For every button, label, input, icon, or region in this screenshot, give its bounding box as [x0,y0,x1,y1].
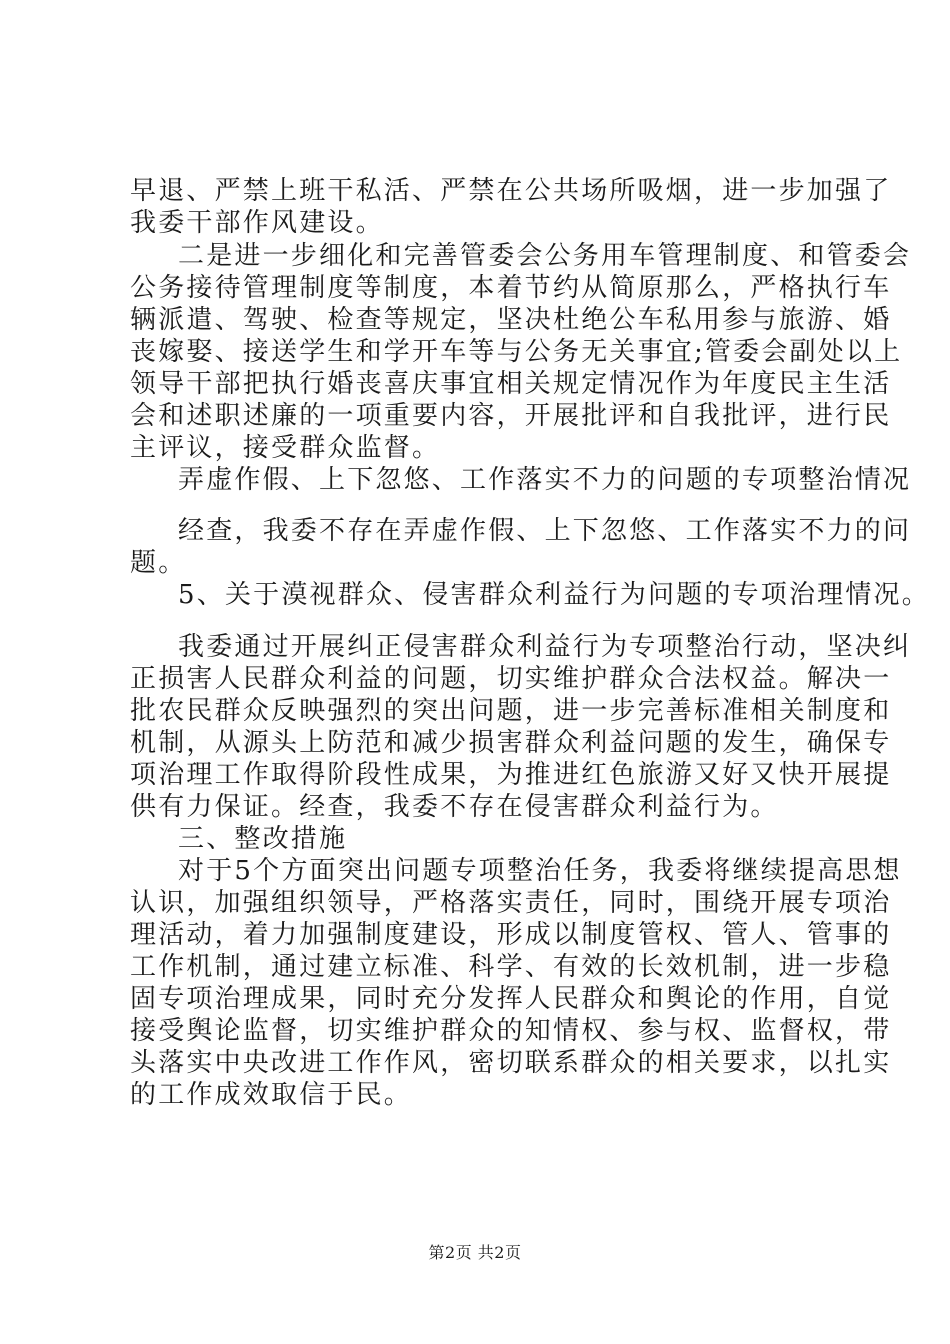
paragraph-line: 经查，我委不存在弄虚作假、上下忽悠、工作落实不力的问 [178,516,912,546]
paragraph-line: 我委干部作风建设。 [130,208,384,238]
paragraph-line: 供有力保证。经查，我委不存在侵害群众利益行为。 [130,792,779,822]
paragraph-line: 的工作成效取信于民。 [130,1080,413,1110]
paragraph-line: 公务接待管理制度等制度，本着节约从简原那么，严格执行车 [130,273,892,303]
paragraph-line: 理活动，着力加强制度建设，形成以制度管权、管人、管事的 [130,920,892,950]
paragraph-line: 认识，加强组织领导，严格落实责任，同时，围绕开展专项治 [130,888,892,918]
paragraph-line: 工作机制，通过建立标准、科学、有效的长效机制，进一步稳 [130,952,892,982]
paragraph-line: 对于5个方面突出问题专项整治任务，我委将继续提高思想 [178,856,902,886]
paragraph-line: 会和述职述廉的一项重要内容，开展批评和自我批评，进行民 [130,401,892,431]
paragraph-line: 正损害人民群众利益的问题，切实维护群众合法权益。解决一 [130,664,892,694]
paragraph-line: 辆派遣、驾驶、检查等规定，坚决杜绝公车私用参与旅游、婚 [130,305,892,335]
paragraph-line: 批农民群众反映强烈的突出问题，进一步完善标准相关制度和 [130,696,892,726]
section-heading: 5、关于漠视群众、侵害群众利益行为问题的专项治理情况。 [178,580,930,610]
section-heading: 三、整改措施 [178,824,348,854]
paragraph-line: 领导干部把执行婚丧喜庆事宜相关规定情况作为年度民主生活 [130,369,892,399]
paragraph-line: 机制，从源头上防范和减少损害群众利益问题的发生，确保专 [130,728,892,758]
paragraph-line: 丧嫁娶、接送学生和学开车等与公务无关事宜;管委会副处以上 [130,337,903,367]
paragraph-line: 题。 [130,548,187,578]
paragraph-line: 项治理工作取得阶段性成果，为推进红色旅游又好又快开展提 [130,760,892,790]
paragraph-line: 主评议，接受群众监督。 [130,433,441,463]
paragraph-line: 头落实中央改进工作作风，密切联系群众的相关要求，以扎实 [130,1048,892,1078]
paragraph-line: 接受舆论监督，切实维护群众的知情权、参与权、监督权，带 [130,1016,892,1046]
page-number-footer: 第2页 共2页 [428,1243,522,1262]
paragraph-line: 二是进一步细化和完善管委会公务用车管理制度、和管委会 [178,241,912,271]
paragraph-line: 固专项治理成果，同时充分发挥人民群众和舆论的作用，自觉 [130,984,892,1014]
paragraph-line: 早退、严禁上班干私活、严禁在公共场所吸烟，进一步加强了 [130,176,892,206]
paragraph-line: 我委通过开展纠正侵害群众利益行为专项整治行动，坚决纠 [178,632,912,662]
section-heading: 弄虚作假、上下忽悠、工作落实不力的问题的专项整治情况 [178,465,912,495]
